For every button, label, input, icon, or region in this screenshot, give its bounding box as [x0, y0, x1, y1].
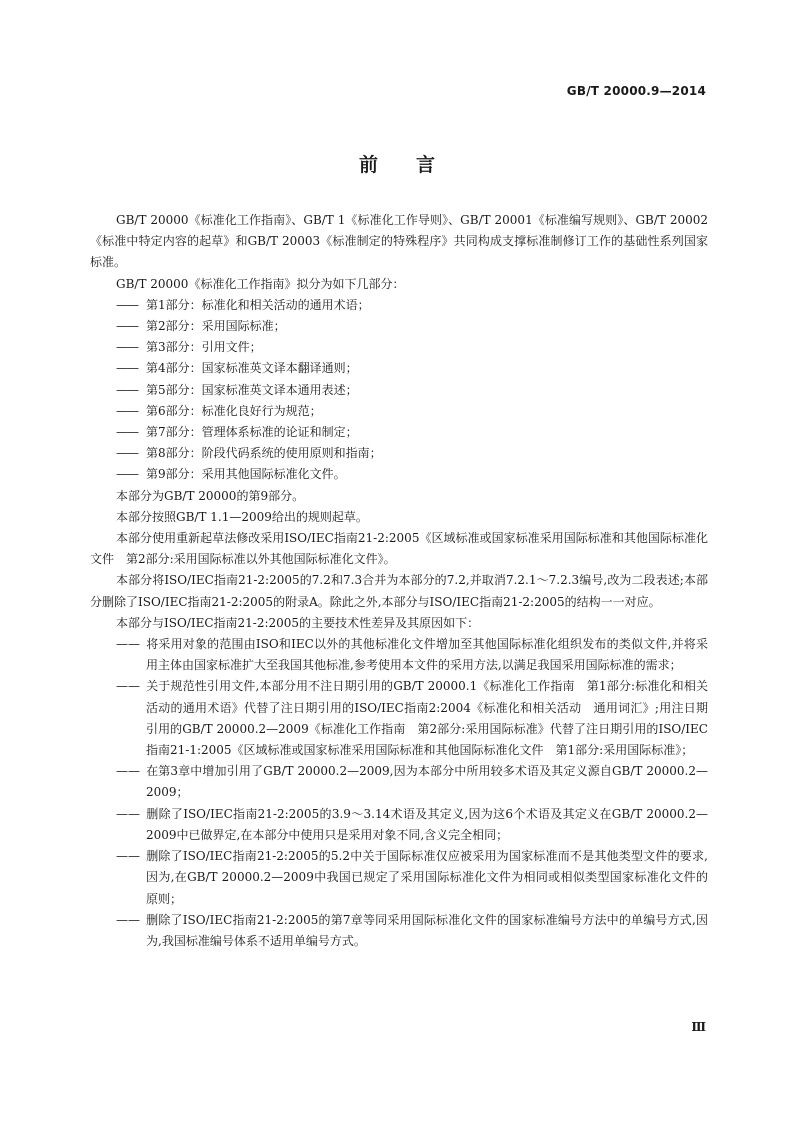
list-item: —— 在第3章中增加引用了GB/T 20000.2—2009,因为本部分中所用较多术语及其定义源自GB/T 20000.2—2009；	[116, 764, 708, 800]
body-paragraph: 本部分使用重新起草法修改采用ISO/IEC指南21-2:2005《区域标准或国家标准采用国际标准和其他国际标准化文件 第2部分:采用国际标准以外其他国际标准化文件》。	[90, 531, 708, 567]
page-title: 前言	[358, 154, 473, 176]
differences-list	[90, 634, 708, 952]
list-item: —— 删除了ISO/IEC指南21-2:2005的第7章等同采用国际标准化文件的国家标准编号方法中的单编号方式,因为,我国标准编号体系不适用单编号方式。	[116, 912, 708, 948]
list-item: —— 第2部分：采用国际标准；	[116, 319, 286, 334]
body-paragraph: 本部分与ISO/IEC指南21-2:2005的主要技术性差异及其原因如下：	[116, 615, 480, 630]
list-item: —— 第6部分：标准化良好行为规范；	[116, 403, 322, 418]
list-item: —— 删除了ISO/IEC指南21-2:2005的5.2中关于国际标准仅应被采用为国家标准而不是其他类型文件的要求,因为,在GB/T 20000.2—2009中我国已规定了采用国际标准化文件为相同或相似类型国家标准化文件的原则；	[116, 849, 708, 906]
intro-paragraph: GB/T 20000《标准化工作指南》、GB/T 1《标准化工作导则》、GB/T 20001《标准编写规则》、GB/T 20002《标准中特定内容的起草》和GB/T 20003《标准制定的特殊程序》共同构成支撑标准制修订工作的基础性系列国家标准。	[90, 213, 708, 270]
body-paragraph: 本部分为GB/T 20000的第9部分。	[116, 488, 305, 503]
list-item: —— 第9部分：采用其他国际标准化文件。	[116, 467, 346, 482]
list-item: —— 第4部分：国家标准英文译本翻译通则；	[116, 361, 358, 376]
body-paragraph: 本部分将ISO/IEC指南21-2:2005的7.2和7.3合并为本部分的7.2,并取消7.2.1～7.2.3编号,改为二段表述;本部分删除了ISO/IEC指南21-2:2005的附录A。除此之外,本部分与ISO/IEC指南21-2:2005的结构一一对应。	[90, 573, 708, 609]
body-paragraph: 本部分按照GB/T 1.1—2009给出的规则起草。	[116, 509, 368, 524]
parts-list	[90, 295, 708, 486]
intro-paragraph: GB/T 20000《标准化工作指南》拟分为如下几部分：	[116, 276, 405, 291]
list-item: —— 第3部分：引用文件；	[116, 340, 262, 355]
list-item: —— 将采用对象的范围由ISO和IEC以外的其他标准化文件增加至其他国际标准化组织发布的类似文件,并将采用主体由国家标准扩大至我国其他标准,参考使用本文件的采用方法,以满足我国采用国际标准的需求；	[116, 637, 708, 673]
list-item: —— 关于规范性引用文件,本部分用不注日期引用的GB/T 20000.1《标准化工作指南 第1部分:标准化和相关活动的通用术语》代替了注日期引用的ISO/IEC指南2:2004《标准化和相关活动 通用词汇》;用注日期引用的GB/T 20000.2—2009《标准化工作指南 第2部分:采用国际标准》代替了注日期引用的ISO/IEC指南21-1:2005《区域标准或国家标准采用国际标准和其他国际标准化文件 第1部分:采用国际标准》；	[116, 679, 708, 758]
standard-code: GB/T 20000.9—2014	[566, 84, 706, 98]
foreword-body	[90, 210, 708, 952]
list-item: —— 第8部分：阶段代码系统的使用原则和指南；	[116, 446, 382, 461]
list-item: —— 第1部分：标准化和相关活动的通用术语；	[116, 297, 370, 312]
list-item: —— 第5部分：国家标准英文译本通用表述；	[116, 382, 358, 397]
list-item: —— 第7部分：管理体系标准的论证和制定；	[116, 425, 358, 440]
page-number: Ⅲ	[691, 1020, 706, 1034]
list-item: —— 删除了ISO/IEC指南21-2:2005的3.9～3.14术语及其定义,因为这6个术语及其定义在GB/T 20000.2—2009中已做界定,在本部分中使用只是采用对象不同,含义完全相同；	[116, 806, 708, 842]
